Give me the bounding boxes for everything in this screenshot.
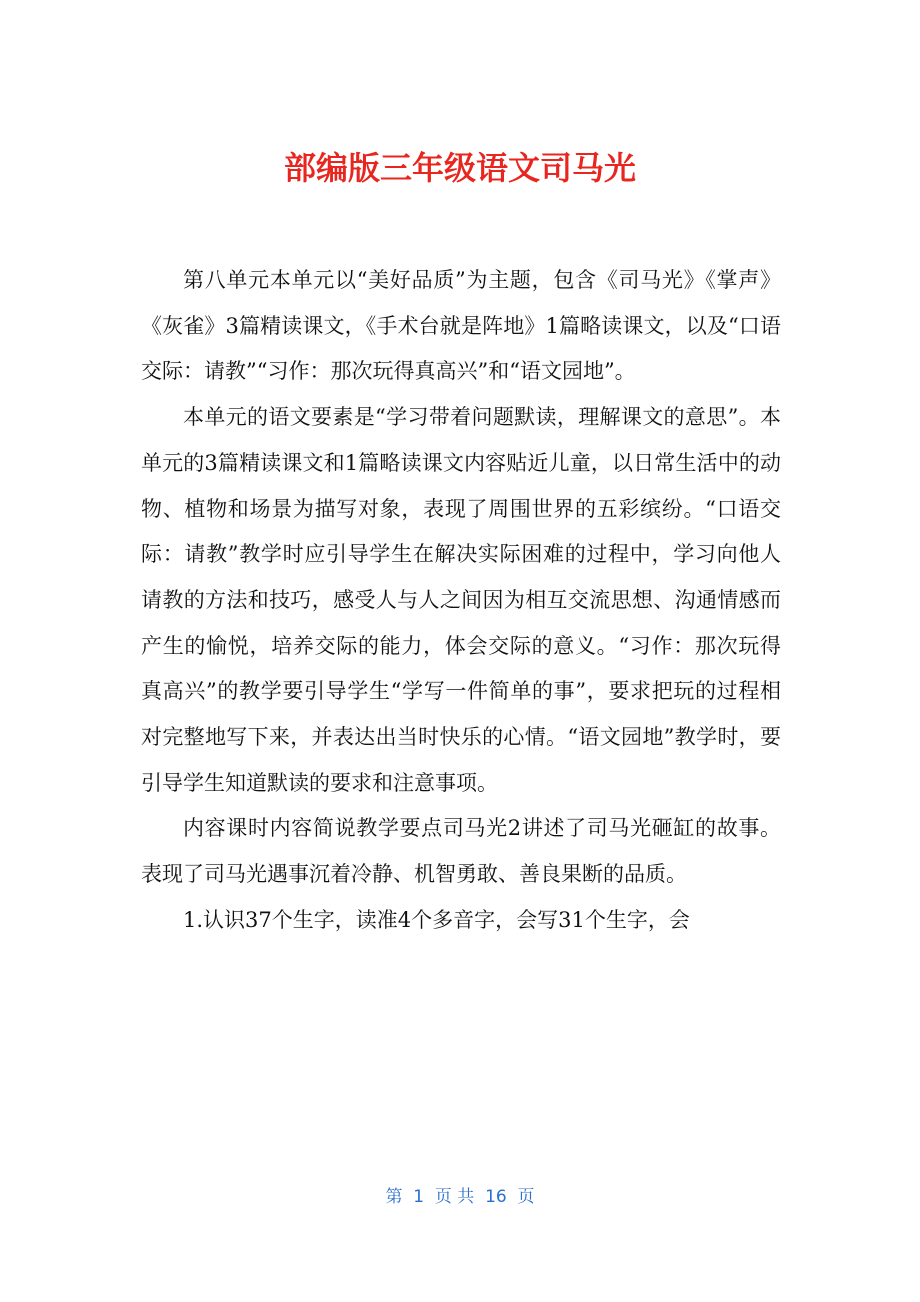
paragraph: 内容课时内容简说教学要点司马光2讲述了司马光砸缸的故事。表现了司马光遇事沉着冷静、机智勇敢、善良果断的品质。 [141,816,781,887]
document-title: 部编版三年级语文司马光 [283,149,636,187]
document-body [141,258,781,944]
page-number-footer: 第 1 页 共 16 页 [385,1187,535,1207]
paragraph: 第八单元本单元以“美好品质”为主题，包含《司马光》《掌声》《灰雀》3篇精读课文，《手术台就是阵地》1篇略读课文，以及“口语交际：请教”“习作：那次玩得真高兴”和“语文园地”。 [141,268,781,384]
paragraph: 本单元的语文要素是“学习带着问题默读，理解课文的意思”。本单元的3篇精读课文和1篇略读课文内容贴近儿童，以日常生活中的动物、植物和场景为描写对象，表现了周围世界的五彩缤纷。“口语交际：请教”教学时应引导学生在解决实际困难的过程中，学习向他人请教的方法和技巧，感受人与人之间因为相互交流思想、沟通情感而产生的愉悦，培养交际的能力，体会交际的意义。“习作：那次玩得真高兴”的教学要引导学生“学写一件简单的事”，要求把玩的过程相对完整地写下来，并表达出当时快乐的心情。“语文园地”教学时，要引导学生知道默读的要求和注意事项。 [141,405,781,795]
paragraph: 1.认识37个生字，读准4个多音字，会写31个生字，会 [183,907,690,932]
